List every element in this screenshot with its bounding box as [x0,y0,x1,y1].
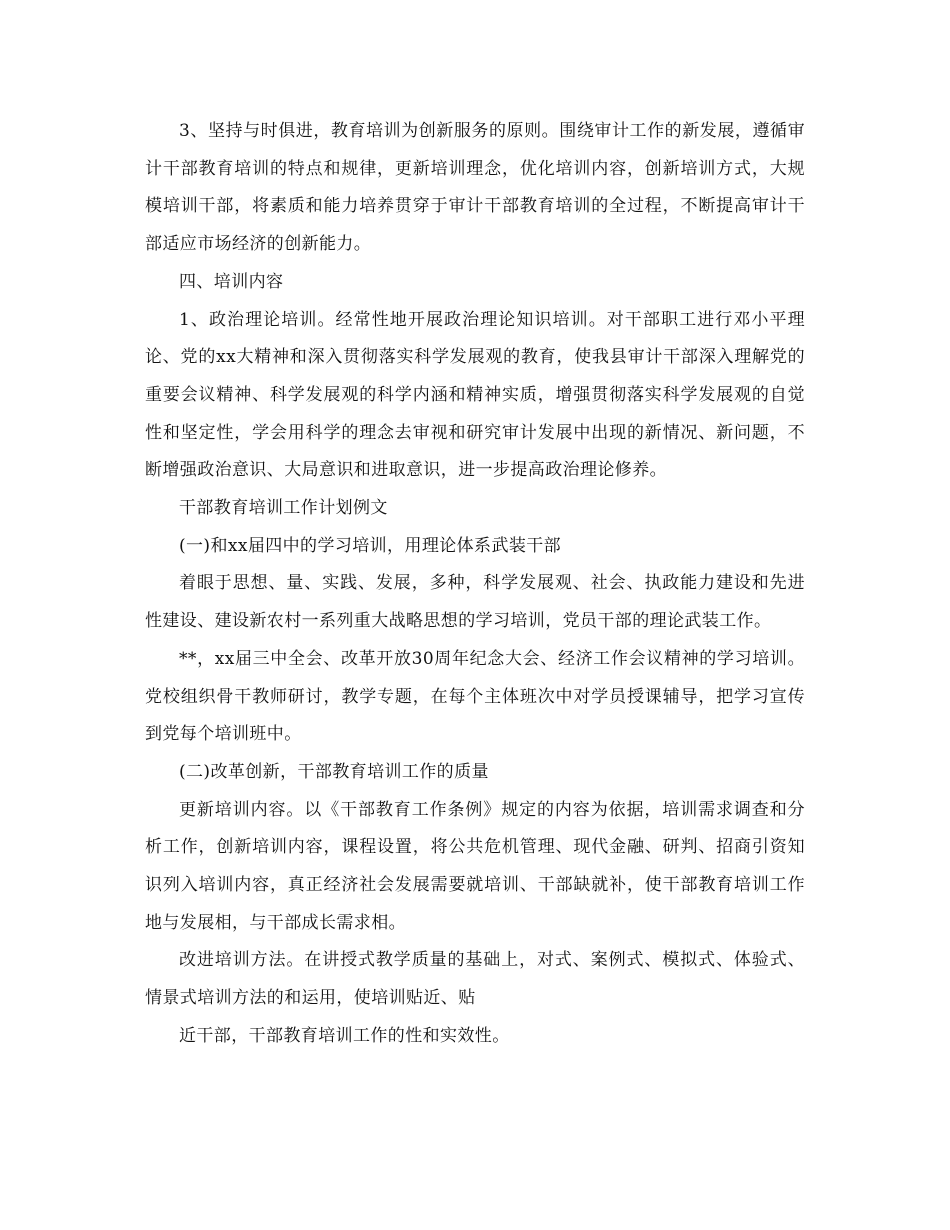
document-body [145,113,805,1056]
paragraph-political-theory: 1、政治理论培训。经常性地开展政治理论知识培训。对干部职工进行邓小平理论、党的xx大精神和深入贯彻落实科学发展观的教育，使我县审计干部深入理解党的重要会议精神、科学发展观的科学内涵和精神实质，增强贯彻落实科学发展观的自觉性和坚定性，学会用科学的理念去审视和研究审计发展中出现的新情况、新问题，不断增强政治意识、大局意识和进取意识，进一步提高政治理论修养。 [145,309,805,481]
paragraph-principle-3: 3、坚持与时俱进，教育培训为创新服务的原则。围绕审计工作的新发展，遵循审计干部教育培训的特点和规律，更新培训理念，优化培训内容，创新培训方式，大规模培训干部，将素质和能力培养贯穿于审计干部教育培训的全过程，不断提高审计干部适应市场经济的创新能力。 [145,121,805,255]
paragraph-improve-methods: 改进培训方法。在讲授式教学质量的基础上，对式、案例式、模拟式、体验式、情景式培训方法的和运用，使培训贴近、贴 [145,950,805,1009]
paragraph-study-training: 着眼于思想、量、实践、发展，多种，科学发展观、社会、执政能力建设和先进性建设、建设新农村一系列重大战略思想的学习培训，党员干部的理论武装工作。 [145,573,805,632]
paragraph-plenary-session: **，xx届三中全会、改革开放30周年纪念大会、经济工作会议精神的学习培训。党校组织骨干教师研讨，教学专题，在每个主体班次中对学员授课辅导，把学习宣传到党每个培训班中。 [145,648,805,745]
section-heading-training-content: 四、培训内容 [179,271,284,292]
paragraph-closing: 近干部，干部教育培训工作的性和实效性。 [179,1025,510,1046]
subheading-one: (一)和xx届四中的学习培训，用理论体系武装干部 [179,535,562,556]
example-title: 干部教育培训工作计划例文 [179,498,388,519]
paragraph-update-content: 更新培训内容。以《干部教育工作条例》规定的内容为依据，培训需求调查和分析工作，创新培训内容，课程设置，将公共危机管理、现代金融、研判、招商引资知识列入培训内容，真正经济社会发展需要就培训、干部缺就补，使干部教育培训工作地与发展相，与干部成长需求相。 [145,799,805,933]
subheading-two: (二)改革创新，干部教育培训工作的质量 [179,761,489,782]
